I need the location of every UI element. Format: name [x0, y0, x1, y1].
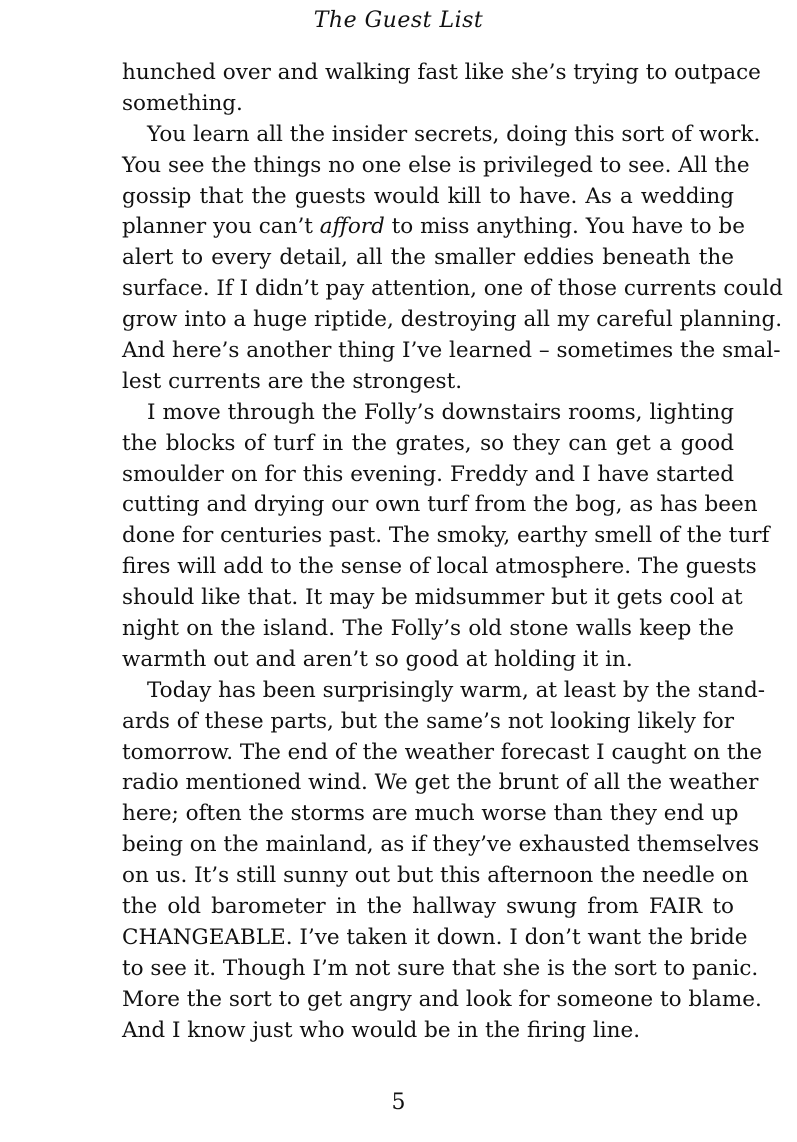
text-line: fires will add to the sense of local atmosphere. The guests	[122, 554, 757, 580]
text-line: lest currents are the strongest.	[122, 368, 463, 394]
text-line: And I know just who would be in the firing line.	[122, 1017, 641, 1043]
text-line: done for centuries past. The smoky, earthy smell of the turf	[122, 523, 770, 549]
text-line: More the sort to get angry and look for someone to blame.	[122, 986, 762, 1012]
text-line: You see the things no one else is privileged to see. All the	[122, 152, 750, 178]
text-line: should like that. It may be midsummer but it gets cool at	[122, 585, 743, 611]
text-segment: to miss anything. You have to be	[384, 214, 745, 240]
text-line: ards of these parts, but the same’s not looking likely for	[122, 708, 734, 734]
text-line: surface. If I didn’t pay attention, one of those currents could	[122, 276, 783, 302]
text-line: hunched over and walking fast like she’s trying to outpace	[122, 60, 761, 85]
text-line: the old barometer in the hallway swung from FAIR to	[122, 894, 734, 920]
text-line: tomorrow. The end of the weather forecast I caught on the	[122, 739, 763, 765]
text-line: on us. It’s still sunny out but this afternoon the needle on	[122, 863, 749, 889]
text-line: gossip that the guests would kill to have. As a wedding	[122, 183, 734, 209]
text-line: CHANGEABLE. I’ve taken it down. I don’t want the bride	[122, 924, 748, 950]
page-number: 5	[391, 1090, 406, 1115]
running-head: The Guest List	[313, 8, 484, 33]
text-line: radio mentioned wind. We get the brunt of all the weather	[122, 770, 759, 796]
text-line: grow into a huge riptide, destroying all my careful planning.	[122, 307, 783, 333]
emphasis-word: afford	[319, 214, 385, 240]
text-line: I move through the Folly’s downstairs rooms, lighting	[147, 399, 734, 425]
text-line: alert to every detail, all the smaller eddies beneath the	[122, 245, 734, 271]
text-line: You learn all the insider secrets, doing this sort of work.	[147, 121, 761, 147]
text-line	[122, 212, 745, 243]
text-line: Today has been surprisingly warm, at least by the stand-	[147, 677, 765, 703]
text-line: to see it. Though I’m not sure that she is the sort to panic.	[122, 955, 759, 981]
text-segment: planner you can’t	[122, 214, 320, 240]
text-line: the blocks of turf in the grates, so they can get a good	[122, 430, 734, 456]
text-line: smoulder on for this evening. Freddy and I have started	[122, 461, 734, 487]
text-line: cutting and drying our own turf from the bog, as has been	[122, 492, 758, 518]
body-text	[122, 58, 783, 1047]
text-line: something.	[122, 90, 243, 116]
text-line: being on the mainland, as if they’ve exhausted themselves	[122, 832, 760, 858]
text-line: And here’s another thing I’ve learned – sometimes the smal-	[122, 338, 781, 364]
text-line: here; often the storms are much worse than they end up	[122, 801, 739, 827]
text-line: night on the island. The Folly’s old stone walls keep the	[122, 616, 734, 642]
text-line: warmth out and aren’t so good at holding it in.	[122, 646, 633, 672]
